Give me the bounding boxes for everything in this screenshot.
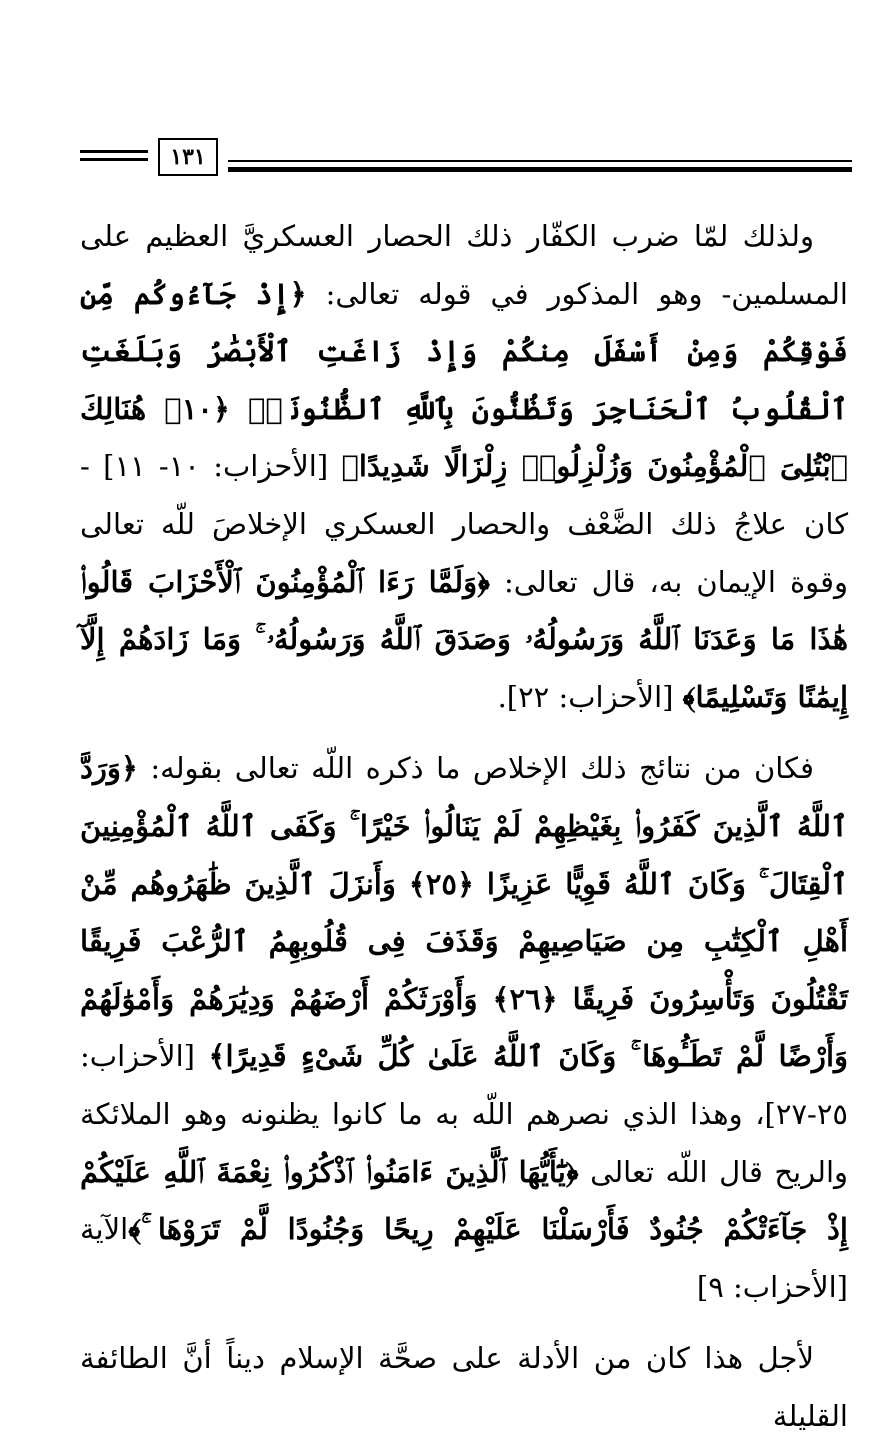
page-number: ١٣١	[170, 144, 206, 170]
quran-verse: ﴿إِذْ جَآءُوكُم مِّن فَوْقِكُمْ وَمِنْ أَسْفَلَ مِنكُمْ وَإِذْ زَاغَتِ ٱلْأَبْصَٰرُ وَبَلَغَتِ ٱلْقُلُوبُ ٱلْحَنَاجِرَ وَتَظُنُّونَ بِٱللَّهِ ٱلظُّنُونَا۠ ﴿١٠﴾ هُنَالِكَ ٱبْتُلِىَ ٱلْمُؤْمِنُونَ وَزُلْزِلُوا۟ زِلْزَالًا شَدِيدًا﴾	[80, 276, 849, 484]
body-text: [الأحزاب: ٢٢].	[497, 679, 683, 714]
paragraph-2	[80, 740, 848, 1316]
page-body	[80, 208, 848, 1445]
page-header	[78, 138, 853, 182]
header-rule-right-thick	[228, 167, 852, 172]
body-text: ولذلك لمّا ضرب الكفّار ذلك الحصار العسكريَّ العظيم على المسلمين- وهو المذكور في قوله تعالى:	[80, 219, 848, 311]
body-text: [الأحزاب: ٢٥-٢٧]، وهذا الذي نصرهم اللّه به ما كانوا يظنونه وهو الملائكة والريح قال اللّه تعالى	[80, 1039, 849, 1189]
quran-verse: ﴿يَٰٓأَيُّهَا ٱلَّذِينَ ءَامَنُوا۟ ٱذْكُرُوا۟ نِعْمَةَ ٱللَّهِ عَلَيْكُمْ إِذْ جَآءَتْكُمْ جُنُودٌ فَأَرْسَلْنَا عَلَيْهِمْ رِيحًا وَجُنُودًا لَّمْ تَرَوْهَا ۚ﴾	[80, 1154, 848, 1247]
quran-verse: ﴿وَلَمَّا رَءَا ٱلْمُؤْمِنُونَ ٱلْأَحْزَابَ قَالُوا۟ هَٰذَا مَا وَعَدَنَا ٱللَّهُ وَرَسُولُهُۥ وَصَدَقَ ٱللَّهُ وَرَسُولُهُۥ ۚ وَمَا زَادَهُمْ إِلَّآ إِيمَٰنًا وَتَسْلِيمًا﴾	[80, 564, 848, 714]
header-rule-left-top	[80, 150, 148, 153]
body-text: لأجل هذا كان من الأدلة على صحَّة الإسلام ديناً أنَّ الطائفة القليلة	[80, 1341, 848, 1433]
quran-verse: ﴿وَرَدَّ ٱللَّهُ ٱلَّذِينَ كَفَرُوا۟ بِغَيْظِهِمْ لَمْ يَنَالُوا۟ خَيْرًا ۚ وَكَفَى ٱللَّهُ ٱلْمُؤْمِنِينَ ٱلْقِتَالَ ۚ وَكَانَ ٱللَّهُ قَوِيًّا عَزِيزًا ﴿٢٥﴾ وَأَنزَلَ ٱلَّذِينَ ظَٰهَرُوهُم مِّنْ أَهْلِ ٱلْكِتَٰبِ مِن صَيَاصِيهِمْ وَقَذَفَ فِى قُلُوبِهِمُ ٱلرُّعْبَ فَرِيقًا تَقْتُلُونَ وَتَأْسِرُونَ فَرِيقًا ﴿٢٦﴾ وَأَوْرَثَكُمْ أَرْضَهُمْ وَدِيَٰرَهُمْ وَأَمْوَٰلَهُمْ وَأَرْضًا لَّمْ تَطَـُٔوهَا ۚ وَكَانَ ٱللَّهُ عَلَىٰ كُلِّ شَىْءٍ قَدِيرًا﴾	[80, 751, 849, 1074]
header-rule-right-thin	[228, 160, 852, 162]
page-number-box	[158, 138, 218, 176]
header-rule-left-bottom	[80, 158, 148, 161]
paragraph-3	[80, 1330, 848, 1445]
paragraph-1	[80, 208, 848, 726]
body-text: [الأحزاب: ١٠- ١١] - كان علاجُ ذلك الضَّعْف والحصار العسكري الإخلاصَ للّه تعالى وقوة الإيمان به، قال تعالى:	[80, 449, 848, 599]
body-text: الآية [الأحزاب: ٩]	[80, 1212, 848, 1304]
body-text: فكان من نتائج ذلك الإخلاص ما ذكره اللّه تعالى بقوله:	[137, 751, 814, 786]
